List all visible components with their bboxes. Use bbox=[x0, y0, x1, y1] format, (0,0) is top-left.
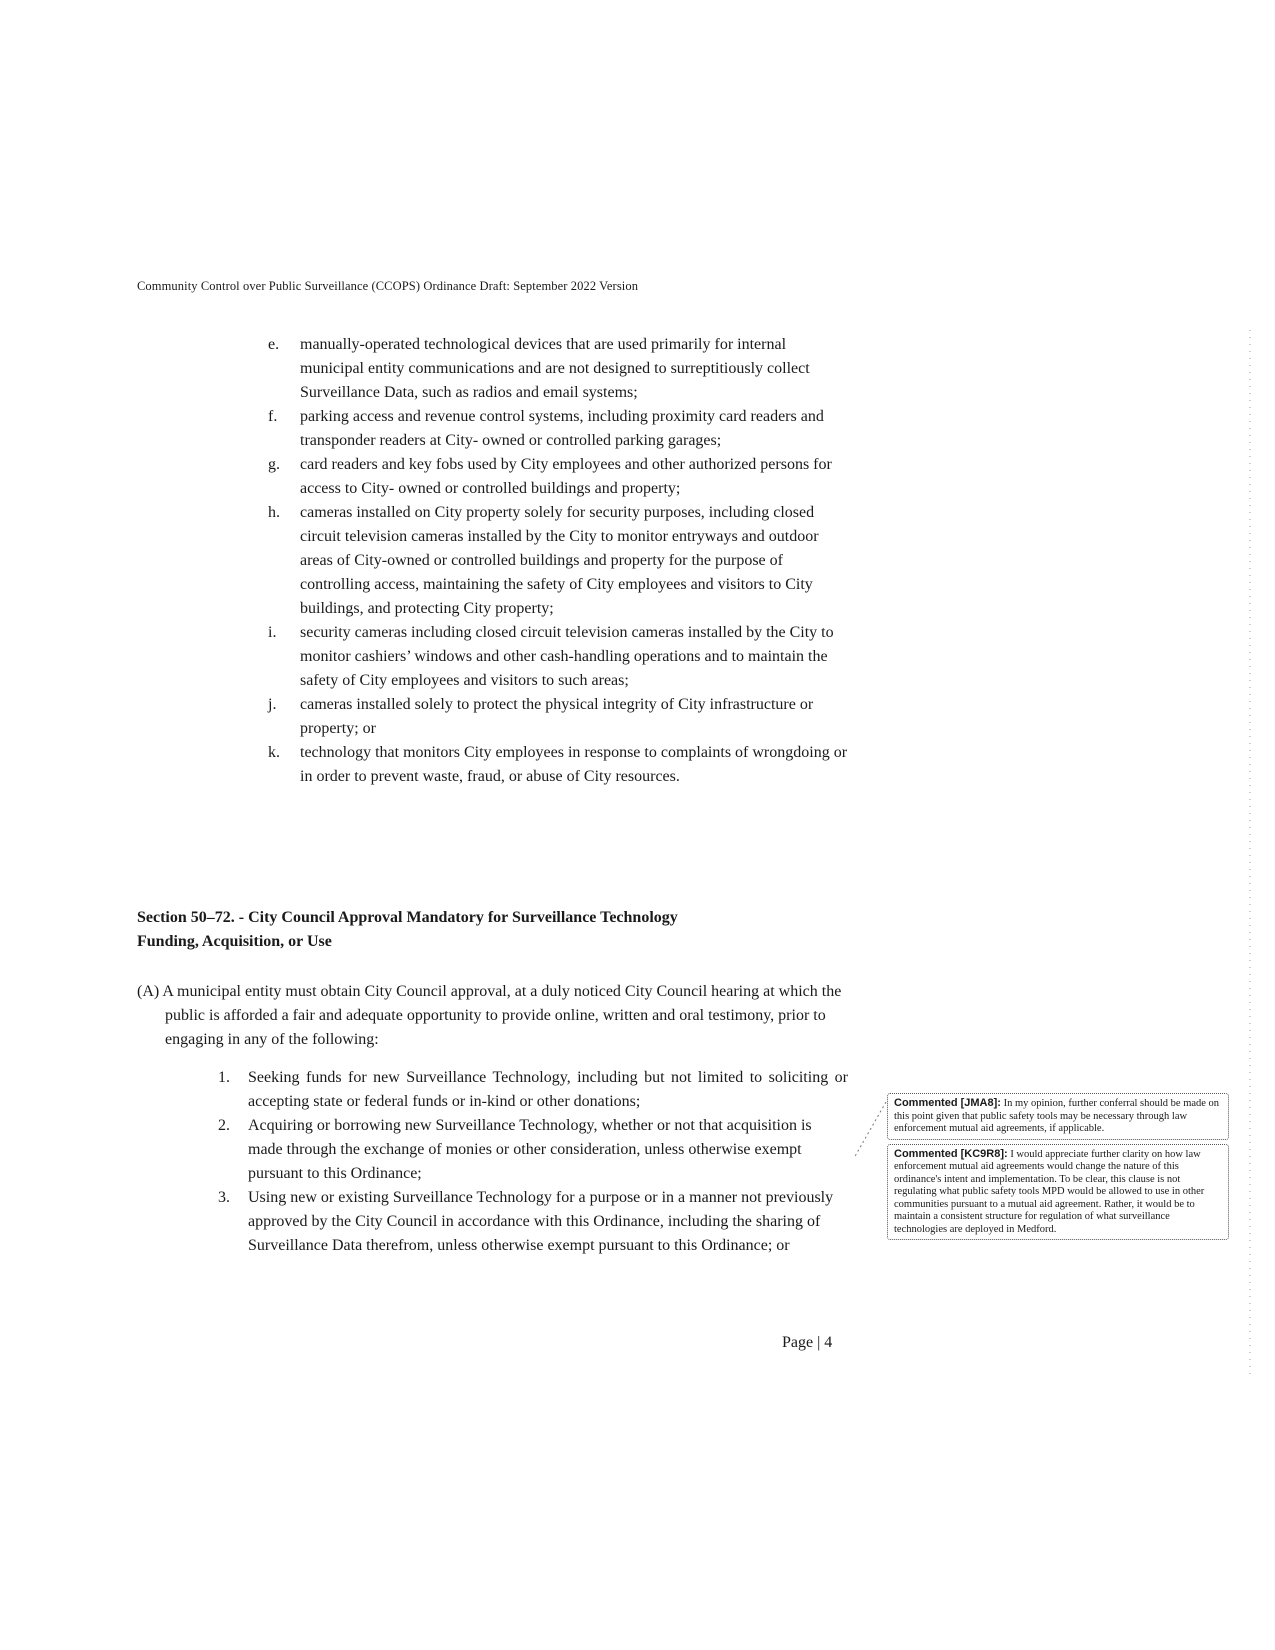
exemption-item-k bbox=[268, 741, 848, 789]
comment-pane bbox=[887, 1093, 1229, 1244]
section-heading-line-2: Funding, Acquisition, or Use bbox=[137, 933, 332, 950]
page-number: Page | 4 bbox=[782, 1334, 833, 1351]
list-item-text: cameras installed solely to protect the physical integrity of City infrastructure or property; or bbox=[300, 696, 814, 737]
comment-text: I would appreciate further clarity on how law enforcement mutual aid agreements would change the nature of this ordinance's intent and implementation. To be clear, this clause is not regulating what public safety tools MPD would be allowed to use in other communities pursuant to a mutual aid agreement. Rather, it would be to maintain a consistent structure for regulation of what surveillance technologies are deployed in Medford. bbox=[894, 1148, 1205, 1235]
exemption-item-i bbox=[268, 621, 848, 693]
comment-text: In my opinion, further conferral should be made on this point given that public safety tools may be necessary through law enforcement mutual aid agreements, if applicable. bbox=[894, 1098, 1220, 1134]
comment-balloon[interactable] bbox=[887, 1144, 1229, 1241]
action-item-1 bbox=[218, 1066, 848, 1114]
list-item-text: manually-operated technological devices that are used primarily for internal municipal entity communications and are not designed to surreptitiously collect Surveillance Data, such as radios and email systems; bbox=[300, 336, 810, 401]
list-item-text: Using new or existing Surveillance Technology for a purpose or in a manner not previously approved by the City Council in accordance with this Ordinance, including the sharing of Surveillance Data therefrom, unless otherwise exempt pursuant to this Ordinance; or bbox=[248, 1189, 834, 1254]
comment-author: Commented [KC9R8]: bbox=[894, 1147, 1008, 1160]
paragraph-a: (A) A municipal entity must obtain City Council approval, at a duly noticed City Council hearing at which the public is afforded a fair and adequate opportunity to provide online, written and oral testimony, prior to engaging in any of the following: bbox=[137, 983, 842, 1048]
list-marker: f. bbox=[268, 408, 278, 425]
comment-connector-line bbox=[852, 1100, 888, 1160]
list-item-text: Seeking funds for new Surveillance Technology, including but not limited to soliciting or accepting state or federal funds or in-kind or other donations; bbox=[248, 1069, 848, 1110]
comment-author: Commented [JMA8]: bbox=[894, 1097, 1001, 1109]
list-marker: g. bbox=[268, 456, 280, 473]
list-item-text: card readers and key fobs used by City employees and other authorized persons for access to City- owned or controlled buildings and property; bbox=[300, 456, 832, 497]
running-header: Community Control over Public Surveillance (CCOPS) Ordinance Draft: September 2022 Version bbox=[137, 279, 639, 293]
list-marker: e. bbox=[268, 336, 280, 353]
margin-change-marks bbox=[1248, 330, 1252, 1380]
list-marker: h. bbox=[268, 504, 280, 521]
list-item-text: Acquiring or borrowing new Surveillance Technology, whether or not that acquisition is made through the exchange of monies or other consideration, unless otherwise exempt pursuant to this Ordinance; bbox=[248, 1117, 812, 1182]
comment-balloon[interactable] bbox=[887, 1093, 1229, 1140]
exemption-list bbox=[268, 333, 848, 789]
list-marker: 2. bbox=[218, 1117, 230, 1134]
list-marker: 1. bbox=[218, 1069, 230, 1086]
exemption-item-j bbox=[268, 693, 848, 741]
list-marker: j. bbox=[268, 696, 277, 713]
list-item-text: technology that monitors City employees in response to complaints of wrongdoing or in order to prevent waste, fraud, or abuse of City resources. bbox=[300, 744, 848, 785]
exemption-item-h bbox=[268, 501, 848, 621]
section-heading-line-1: Section 50–72. - City Council Approval Mandatory for Surveillance Technology bbox=[137, 909, 678, 926]
list-marker: 3. bbox=[218, 1189, 230, 1206]
list-item-text: parking access and revenue control systems, including proximity card readers and transponder readers at City- owned or controlled parking garages; bbox=[300, 408, 824, 449]
list-marker: k. bbox=[268, 744, 280, 761]
exemption-item-e bbox=[268, 333, 848, 405]
list-item-text: cameras installed on City property solely for security purposes, including closed circuit television cameras installed by the City to monitor entryways and outdoor areas of City-owned or controlled buildings and property for the purpose of controlling access, maintaining the safety of City employees and visitors to City buildings, and protecting City property; bbox=[300, 504, 819, 617]
list-item-text: security cameras including closed circuit television cameras installed by the City to monitor cashiers’ windows and other cash-handling operations and to maintain the safety of City employees and visitors to such areas; bbox=[300, 624, 834, 689]
section-heading bbox=[137, 906, 837, 954]
action-list bbox=[218, 1066, 848, 1258]
exemption-item-g bbox=[268, 453, 848, 501]
list-marker: i. bbox=[268, 624, 277, 641]
exemption-item-f bbox=[268, 405, 848, 453]
action-item-2 bbox=[218, 1114, 848, 1186]
action-item-3 bbox=[218, 1186, 848, 1258]
